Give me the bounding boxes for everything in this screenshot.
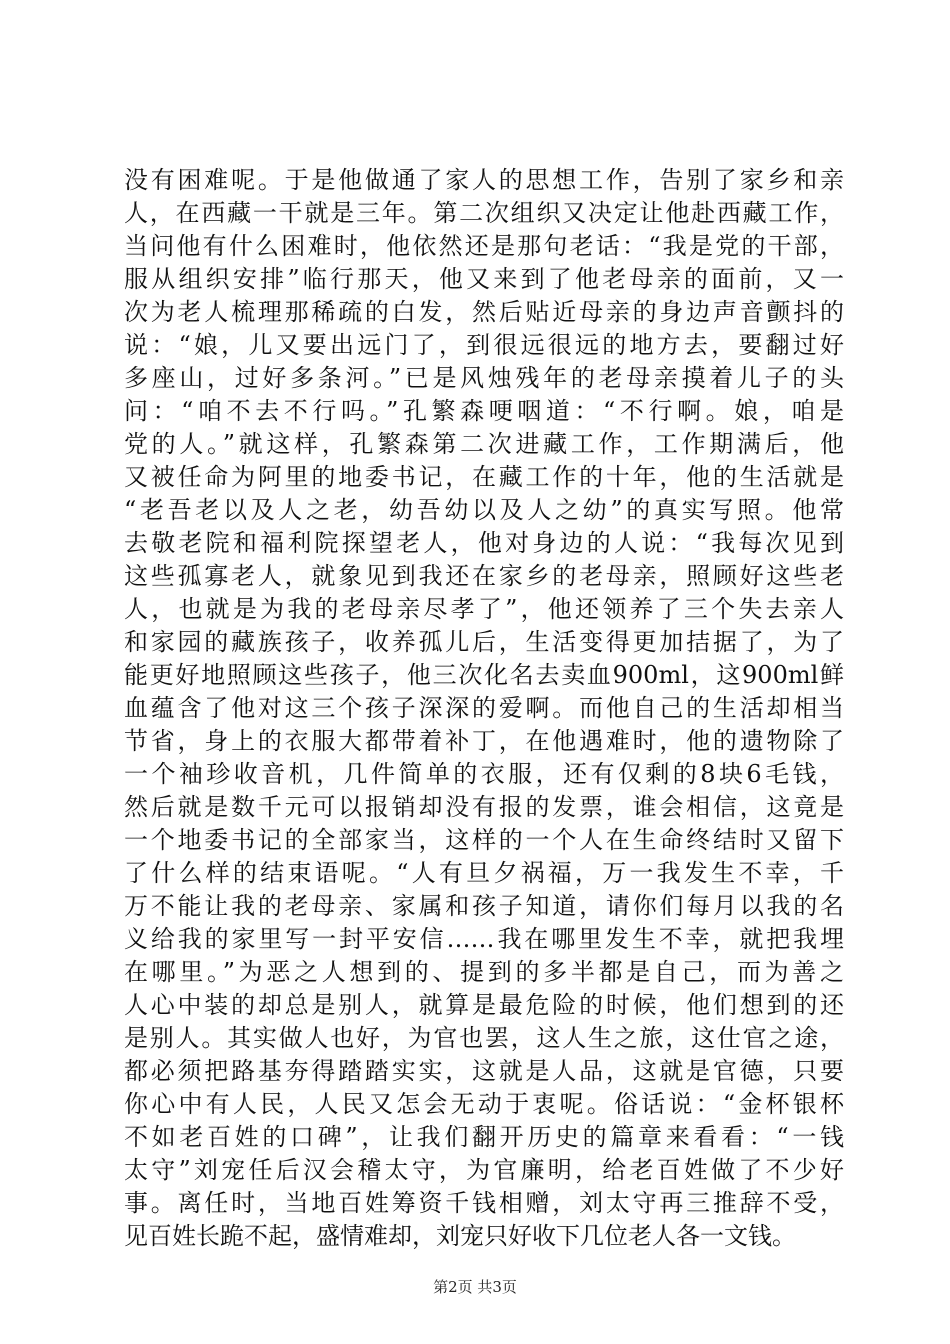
text-line: 人心中装的却总是别人，就算是最危险的时候，他们想到的还 [124, 991, 844, 1019]
text-line: 了什么样的结束语呢。“人有旦夕祸福，万一我发生不幸，千 [124, 859, 844, 887]
text-line: 多座山，过好多条河。”已是风烛残年的老母亲摸着儿子的头 [124, 364, 844, 392]
text-line: 和家园的藏族孩子，收养孤儿后，生活变得更加拮据了，为了 [124, 628, 844, 656]
text-line: 当问他有什么困难时，他依然还是那句老话：“我是党的干部， [124, 232, 844, 260]
text-line: 你心中有人民，人民又怎会无动于衷呢。俗话说：“金杯银杯 [124, 1090, 844, 1118]
text-line: 然后就是数千元可以报销却没有报的发票，谁会相信，这竟是 [124, 793, 844, 821]
text-line: 人，也就是为我的老母亲尽孝了”，他还领养了三个失去亲人 [124, 595, 844, 623]
text-line: 不如老百姓的口碑”，让我们翻开历史的篇章来看看：“一钱 [124, 1123, 844, 1151]
text-line: 万不能让我的老母亲、家属和孩子知道，请你们每月以我的名 [124, 892, 844, 920]
text-line: 次为老人梳理那稀疏的白发，然后贴近母亲的身边声音颤抖的 [124, 298, 844, 326]
text-line: 一个袖珍收音机，几件简单的衣服，还有仅剩的8块6毛钱， [124, 760, 844, 788]
text-line: 太守”刘宠任后汉会稽太守，为官廉明，给老百姓做了不少好 [124, 1156, 844, 1184]
text-line: 没有困难呢。于是他做通了家人的思想工作，告别了家乡和亲 [124, 166, 844, 194]
text-line: 是别人。其实做人也好，为官也罢，这人生之旅，这仕官之途， [124, 1024, 844, 1052]
page-footer: 第2页 共3页 [433, 1278, 517, 1296]
text-line: 节省，身上的衣服大都带着补丁，在他遇难时，他的遗物除了 [124, 727, 844, 755]
text-line: 血蕴含了他对这三个孩子深深的爱啊。而他自己的生活却相当 [124, 694, 844, 722]
text-line: 党的人。”就这样，孔繁森第二次进藏工作，工作期满后，他 [124, 430, 844, 458]
text-line: 问：“咱不去不行吗。”孔繁森哽咽道：“不行啊。娘，咱是 [124, 397, 844, 425]
text-line: 说：“娘，儿又要出远门了，到很远很远的地方去，要翻过好 [124, 331, 844, 359]
text-line: 这些孤寡老人，就象见到我还在家乡的老母亲，照顾好这些老 [124, 562, 844, 590]
text-line: 又被任命为阿里的地委书记，在藏工作的十年，他的生活就是 [124, 463, 844, 491]
text-line: 在哪里。”为恶之人想到的、提到的多半都是自己，而为善之 [124, 958, 844, 986]
text-line: 人，在西藏一干就是三年。第二次组织又决定让他赴西藏工作， [124, 199, 844, 227]
text-line: 见百姓长跪不起，盛情难却，刘宠只好收下几位老人各一文钱。 [124, 1222, 796, 1250]
text-line: 一个地委书记的全部家当，这样的一个人在生命终结时又留下 [124, 826, 844, 854]
text-line: 都必须把路基夯得踏踏实实，这就是人品，这就是官德，只要 [124, 1057, 844, 1085]
text-line: “老吾老以及人之老，幼吾幼以及人之幼”的真实写照。他常 [124, 496, 844, 524]
body-text [124, 164, 844, 1253]
text-line: 服从组织安排”临行那天，他又来到了他老母亲的面前，又一 [124, 265, 844, 293]
text-line: 义给我的家里写一封平安信……我在哪里发生不幸，就把我埋 [124, 925, 844, 953]
text-line: 能更好地照顾这些孩子，他三次化名去卖血900ml，这900ml鲜 [124, 661, 844, 689]
text-line: 去敬老院和福利院探望老人，他对身边的人说：“我每次见到 [124, 529, 844, 557]
text-line: 事。离任时，当地百姓筹资千钱相赠，刘太守再三推辞不受， [124, 1189, 844, 1217]
